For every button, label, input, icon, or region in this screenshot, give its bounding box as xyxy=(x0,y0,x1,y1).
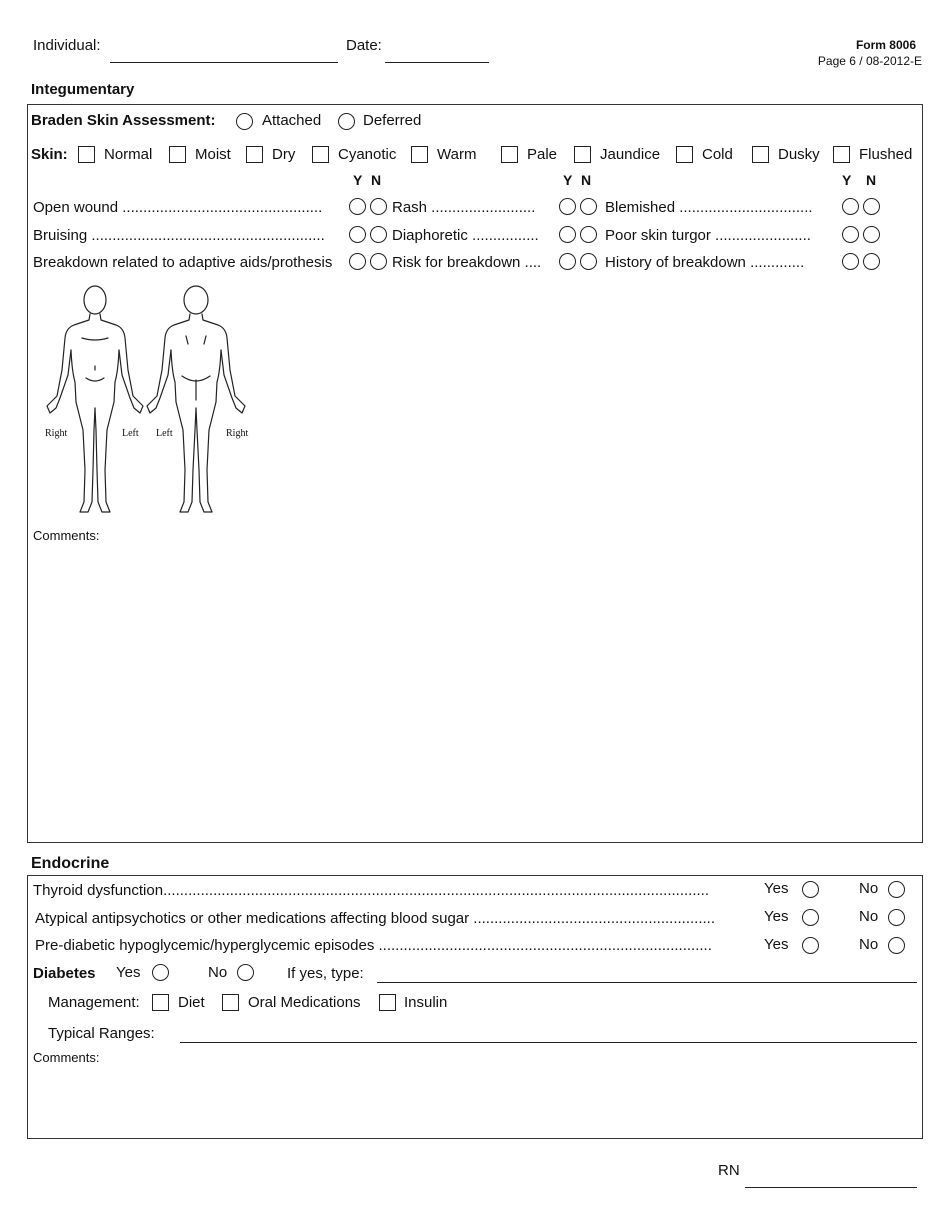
integumentary-comments-label: Comments: xyxy=(33,528,100,543)
endocrine-question: Pre-diabetic hypoglycemic/hyperglycemic episodes ................................................................................ xyxy=(35,937,712,954)
diabetes-no-label: No xyxy=(208,964,228,981)
condition-label: Open wound ................................................ xyxy=(33,199,323,216)
body-map-figure[interactable] xyxy=(38,280,253,520)
condition-label: Breakdown related to adaptive aids/prothesis xyxy=(33,254,333,271)
skin-warm-checkbox[interactable] xyxy=(411,146,428,163)
breakdown-aids-no-radio[interactable] xyxy=(370,253,387,270)
braden-deferred-label: Deferred xyxy=(363,112,422,129)
date-label: Date: xyxy=(346,37,382,54)
blemished-no-radio[interactable] xyxy=(863,198,880,215)
skin-option-label: Pale xyxy=(527,146,558,163)
diabetes-yes-label: Yes xyxy=(116,964,141,981)
integumentary-comments-area[interactable] xyxy=(30,546,920,838)
bruising-yes-radio[interactable] xyxy=(349,226,366,243)
endocrine-title: Endocrine xyxy=(31,855,110,872)
condition-label: Blemished ................................ xyxy=(605,199,813,216)
yn-header-n: N xyxy=(371,172,382,188)
skin-option-label: Flushed xyxy=(859,146,913,163)
skin-dusky-checkbox[interactable] xyxy=(752,146,769,163)
condition-label: Rash ......................... xyxy=(392,199,536,216)
yn-header-y: Y xyxy=(353,172,363,188)
yn-header-n: N xyxy=(581,172,592,188)
body-map-right-back: Right xyxy=(226,428,249,439)
condition-label: Bruising ........................................................ xyxy=(33,227,325,244)
body-back-outline xyxy=(147,286,245,512)
individual-field[interactable] xyxy=(110,62,338,63)
prediabetic-yes-radio[interactable] xyxy=(802,937,819,954)
skin-option-label: Dry xyxy=(272,146,296,163)
braden-deferred-radio[interactable] xyxy=(338,113,355,130)
diaphoretic-no-radio[interactable] xyxy=(580,226,597,243)
skin-pale-checkbox[interactable] xyxy=(501,146,518,163)
skin-flushed-checkbox[interactable] xyxy=(833,146,850,163)
individual-label: Individual: xyxy=(33,37,101,54)
rash-no-radio[interactable] xyxy=(580,198,597,215)
history-breakdown-no-radio[interactable] xyxy=(863,253,880,270)
thyroid-yes-radio[interactable] xyxy=(802,881,819,898)
antipsychotics-no-radio[interactable] xyxy=(888,909,905,926)
condition-label: Poor skin turgor ....................... xyxy=(605,227,811,244)
condition-label: Diaphoretic ................ xyxy=(392,227,539,244)
open-wound-yes-radio[interactable] xyxy=(349,198,366,215)
body-map-left-back: Left xyxy=(156,428,173,439)
skin-option-label: Dusky xyxy=(778,146,820,163)
history-breakdown-yes-radio[interactable] xyxy=(842,253,859,270)
yn-header-y: Y xyxy=(842,172,852,188)
integumentary-title: Integumentary xyxy=(31,81,135,98)
braden-attached-radio[interactable] xyxy=(236,113,253,130)
skin-option-label: Warm xyxy=(437,146,477,163)
typical-ranges-label: Typical Ranges: xyxy=(48,1025,155,1042)
yes-label: Yes xyxy=(764,936,789,953)
diabetes-no-radio[interactable] xyxy=(237,964,254,981)
yes-label: Yes xyxy=(764,880,789,897)
braden-attached-label: Attached xyxy=(262,112,322,129)
risk-breakdown-no-radio[interactable] xyxy=(580,253,597,270)
skin-option-label: Moist xyxy=(195,146,231,163)
no-label: No xyxy=(859,880,879,897)
yes-label: Yes xyxy=(764,908,789,925)
endocrine-comments-label: Comments: xyxy=(33,1050,100,1065)
management-diet-checkbox[interactable] xyxy=(152,994,169,1011)
skin-dry-checkbox[interactable] xyxy=(246,146,263,163)
management-label: Management: xyxy=(48,994,140,1011)
management-option-label: Insulin xyxy=(404,994,448,1011)
poor-skin-turgor-yes-radio[interactable] xyxy=(842,226,859,243)
skin-jaundice-checkbox[interactable] xyxy=(574,146,591,163)
thyroid-no-radio[interactable] xyxy=(888,881,905,898)
yn-header-n: N xyxy=(866,172,877,188)
diabetes-type-field[interactable] xyxy=(377,982,917,983)
skin-option-label: Cyanotic xyxy=(338,146,397,163)
skin-cyanotic-checkbox[interactable] xyxy=(312,146,329,163)
antipsychotics-yes-radio[interactable] xyxy=(802,909,819,926)
skin-cold-checkbox[interactable] xyxy=(676,146,693,163)
yn-header-y: Y xyxy=(563,172,573,188)
diaphoretic-yes-radio[interactable] xyxy=(559,226,576,243)
poor-skin-turgor-no-radio[interactable] xyxy=(863,226,880,243)
no-label: No xyxy=(859,908,879,925)
no-label: No xyxy=(859,936,879,953)
skin-option-label: Normal xyxy=(104,146,153,163)
typical-ranges-field[interactable] xyxy=(180,1042,917,1043)
body-map-right-front: Right xyxy=(45,428,68,439)
management-option-label: Diet xyxy=(178,994,205,1011)
form-number: Form 8006 xyxy=(855,38,916,52)
braden-label: Braden Skin Assessment: xyxy=(31,112,216,129)
skin-normal-checkbox[interactable] xyxy=(78,146,95,163)
risk-breakdown-yes-radio[interactable] xyxy=(559,253,576,270)
rash-yes-radio[interactable] xyxy=(559,198,576,215)
skin-moist-checkbox[interactable] xyxy=(169,146,186,163)
management-option-label: Oral Medications xyxy=(248,994,361,1011)
open-wound-no-radio[interactable] xyxy=(370,198,387,215)
rn-signature-field[interactable] xyxy=(745,1187,917,1188)
bruising-no-radio[interactable] xyxy=(370,226,387,243)
management-oral-meds-checkbox[interactable] xyxy=(222,994,239,1011)
page-info: Page 6 / 08-2012-E xyxy=(817,54,922,68)
if-yes-type-label: If yes, type: xyxy=(287,965,364,982)
management-insulin-checkbox[interactable] xyxy=(379,994,396,1011)
endocrine-question: Thyroid dysfunction................................................................................................................................... xyxy=(33,882,710,899)
skin-label: Skin: xyxy=(31,146,68,163)
breakdown-aids-yes-radio[interactable] xyxy=(349,253,366,270)
rn-label: RN xyxy=(718,1162,740,1179)
body-map-left-front: Left xyxy=(122,428,139,439)
date-field[interactable] xyxy=(385,62,489,63)
skin-option-label: Jaundice xyxy=(600,146,661,163)
diabetes-yes-radio[interactable] xyxy=(152,964,169,981)
body-front-outline xyxy=(47,286,143,512)
diabetes-label: Diabetes xyxy=(33,965,96,982)
endocrine-question: Atypical antipsychotics or other medications affecting blood sugar .......................................................... xyxy=(35,910,716,927)
condition-label: Risk for breakdown .... xyxy=(392,254,542,271)
condition-label: History of breakdown ............. xyxy=(605,254,805,271)
skin-option-label: Cold xyxy=(702,146,733,163)
blemished-yes-radio[interactable] xyxy=(842,198,859,215)
prediabetic-no-radio[interactable] xyxy=(888,937,905,954)
endocrine-comments-area[interactable] xyxy=(30,1068,920,1136)
